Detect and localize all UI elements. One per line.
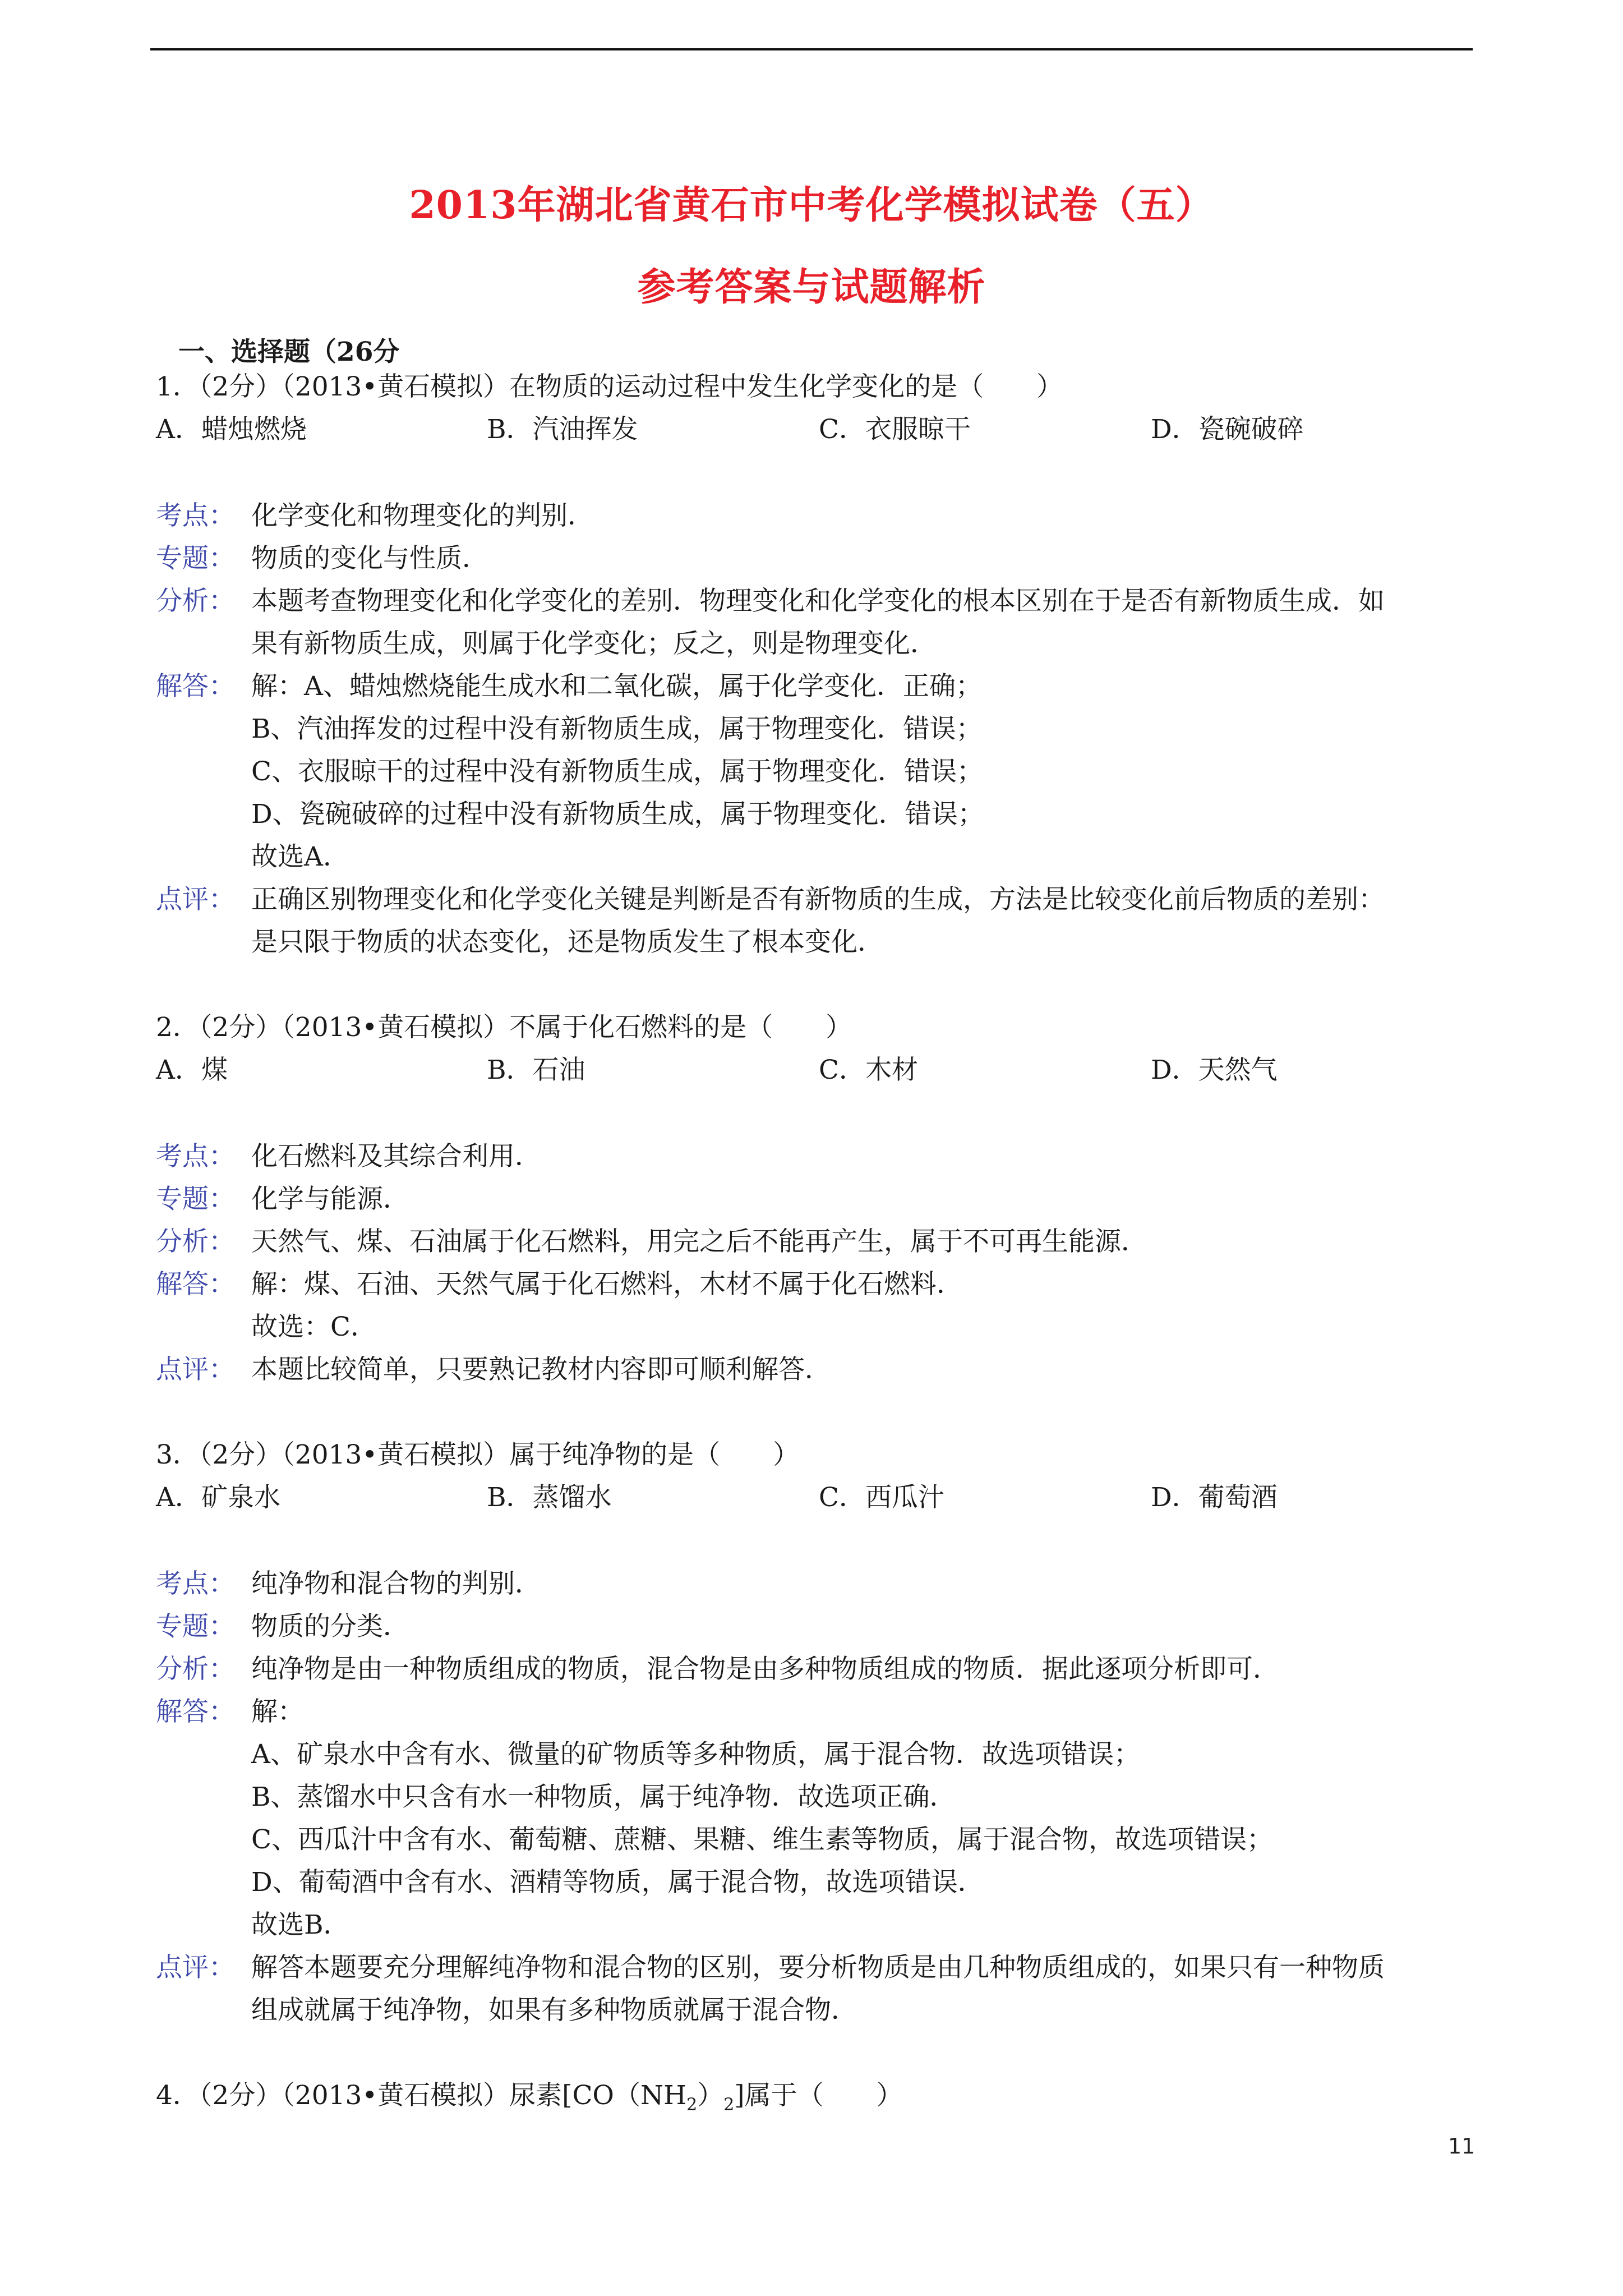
q2-jieda-line-1: 解：煤、石油、天然气属于化石燃料，木材不属于化石燃料． (251, 1269, 963, 1300)
q3-fenxi-label: 分析： (156, 1654, 235, 1685)
q1-zhuanti-label: 专题： (156, 543, 235, 574)
q4-subscript-1: 2 (686, 2095, 698, 2115)
q3-stem: 3．（2分）（2013•黄石模拟）属于纯净物的是（ ） (156, 1439, 800, 1470)
q1-option-d: D．瓷碗破碎 (1151, 414, 1304, 445)
page-subtitle: 参考答案与试题解析 (637, 265, 986, 310)
q3-jieda-line-2: A、矿泉水中含有水、微量的矿物质等多种物质，属于混合物．故选项错误； (251, 1739, 1140, 1770)
q4-stem (156, 2082, 903, 2113)
q4-stem-mid: ） (697, 2080, 724, 2111)
q3-zhuanti: 物质的分类． (251, 1611, 409, 1642)
q1-fenxi-line-1: 本题考查物理变化和化学变化的差别．物理变化和化学变化的根本区别在于是否有新物质生成．如 (251, 586, 1385, 616)
page-title: 2013年湖北省黄石市中考化学模拟试卷（五） (409, 183, 1214, 228)
q1-jieda-line-1: 解：A、蜡烛燃烧能生成水和二氧化碳，属于化学变化．正确； (251, 671, 982, 702)
q4-stem-suffix: ]属于（ ） (734, 2080, 903, 2111)
q1-zhuanti: 物质的变化与性质． (251, 543, 488, 574)
q2-option-c: C．木材 (819, 1055, 918, 1085)
q1-kaodian: 化学变化和物理变化的判别． (251, 500, 594, 531)
q1-dianping-label: 点评： (156, 884, 235, 915)
q1-stem: 1．（2分）（2013•黄石模拟）在物质的运动过程中发生化学变化的是（ ） (156, 371, 1063, 402)
q3-jieda-line-4: C、西瓜汁中含有水、葡萄糖、蔗糖、果糖、维生素等物质，属于混合物，故选项错误； (251, 1824, 1273, 1855)
q1-option-b: B．汽油挥发 (487, 414, 638, 445)
q2-option-a: A．煤 (156, 1055, 228, 1085)
q2-option-b: B．石油 (487, 1055, 585, 1085)
q3-dianping-line-2: 组成就属于纯净物，如果有多种物质就属于混合物． (251, 1995, 857, 2026)
q3-option-d: D．葡萄酒 (1151, 1482, 1278, 1513)
q1-option-a: A．蜡烛燃烧 (156, 414, 307, 445)
q3-option-b: B．蒸馏水 (487, 1482, 612, 1513)
q1-jieda-line-5: 故选A． (251, 841, 349, 872)
q2-jieda-line-2: 故选：C． (251, 1312, 377, 1342)
q1-fenxi-label: 分析： (156, 586, 235, 616)
q2-zhuanti-label: 专题： (156, 1184, 235, 1214)
q3-dianping-line-1: 解答本题要充分理解纯净物和混合物的区别，要分析物质是由几种物质组成的，如果只有一种物质 (251, 1952, 1385, 1983)
q3-option-c: C．西瓜汁 (819, 1482, 944, 1513)
q3-dianping-label: 点评： (156, 1952, 235, 1983)
q3-kaodian-label: 考点： (156, 1568, 235, 1599)
q3-jieda-label: 解答： (156, 1696, 235, 1727)
page-number: 11 (1448, 2134, 1476, 2159)
q2-kaodian: 化石燃料及其综合利用． (251, 1141, 541, 1172)
q1-fenxi-line-2: 果有新物质生成，则属于化学变化；反之，则是物理变化． (251, 628, 937, 659)
q3-option-a: A．矿泉水 (156, 1482, 280, 1513)
q3-zhuanti-label: 专题： (156, 1611, 235, 1642)
q2-fenxi-label: 分析： (156, 1226, 235, 1257)
q4-stem-prefix: 4．（2分）（2013•黄石模拟）尿素[CO（NH (156, 2080, 687, 2111)
q1-dianping-line-1: 正确区别物理变化和化学变化关键是判断是否有新物质的生成，方法是比较变化前后物质的差别： (251, 884, 1385, 915)
q3-jieda-line-1: 解： (251, 1696, 304, 1727)
q2-kaodian-label: 考点： (156, 1141, 235, 1172)
q1-dianping-line-2: 是只限于物质的状态变化，还是物质发生了根本变化． (251, 927, 884, 958)
q1-jieda-line-2: B、汽油挥发的过程中没有新物质生成，属于物理变化．错误； (251, 714, 983, 744)
q2-fenxi: 天然气、煤、石油属于化石燃料，用完之后不能再产生，属于不可再生能源． (251, 1226, 1147, 1257)
q4-subscript-2: 2 (723, 2095, 735, 2115)
q3-jieda-line-3: B、蒸馏水中只含有水一种物质，属于纯净物．故选项正确． (251, 1782, 956, 1812)
q2-stem: 2．（2分）（2013•黄石模拟）不属于化石燃料的是（ ） (156, 1012, 852, 1043)
q3-jieda-line-5: D、葡萄酒中含有水、酒精等物质，属于混合物，故选项错误． (251, 1867, 984, 1898)
q1-kaodian-label: 考点： (156, 500, 235, 531)
q2-dianping-label: 点评： (156, 1354, 235, 1385)
q1-jieda-line-3: C、衣服晾干的过程中没有新物质生成，属于物理变化．错误； (251, 756, 983, 787)
q2-zhuanti: 化学与能源． (251, 1184, 409, 1214)
q2-dianping: 本题比较简单，只要熟记教材内容即可顺利解答． (251, 1354, 831, 1385)
q3-jieda-line-6: 故选B． (251, 1910, 350, 1940)
q1-option-c: C．衣服晾干 (819, 414, 971, 445)
q1-jieda-line-4: D、瓷碗破碎的过程中没有新物质生成，属于物理变化．错误； (251, 799, 984, 830)
q2-option-d: D．天然气 (1151, 1055, 1278, 1085)
q2-jieda-label: 解答： (156, 1269, 235, 1300)
q3-kaodian: 纯净物和混合物的判别． (251, 1568, 541, 1599)
section-heading: 一、选择题（26分 (178, 337, 400, 367)
q3-fenxi: 纯净物是由一种物质组成的物质，混合物是由多种物质组成的物质．据此逐项分析即可． (251, 1654, 1279, 1685)
header-rule (150, 48, 1473, 50)
q1-jieda-label: 解答： (156, 671, 235, 702)
